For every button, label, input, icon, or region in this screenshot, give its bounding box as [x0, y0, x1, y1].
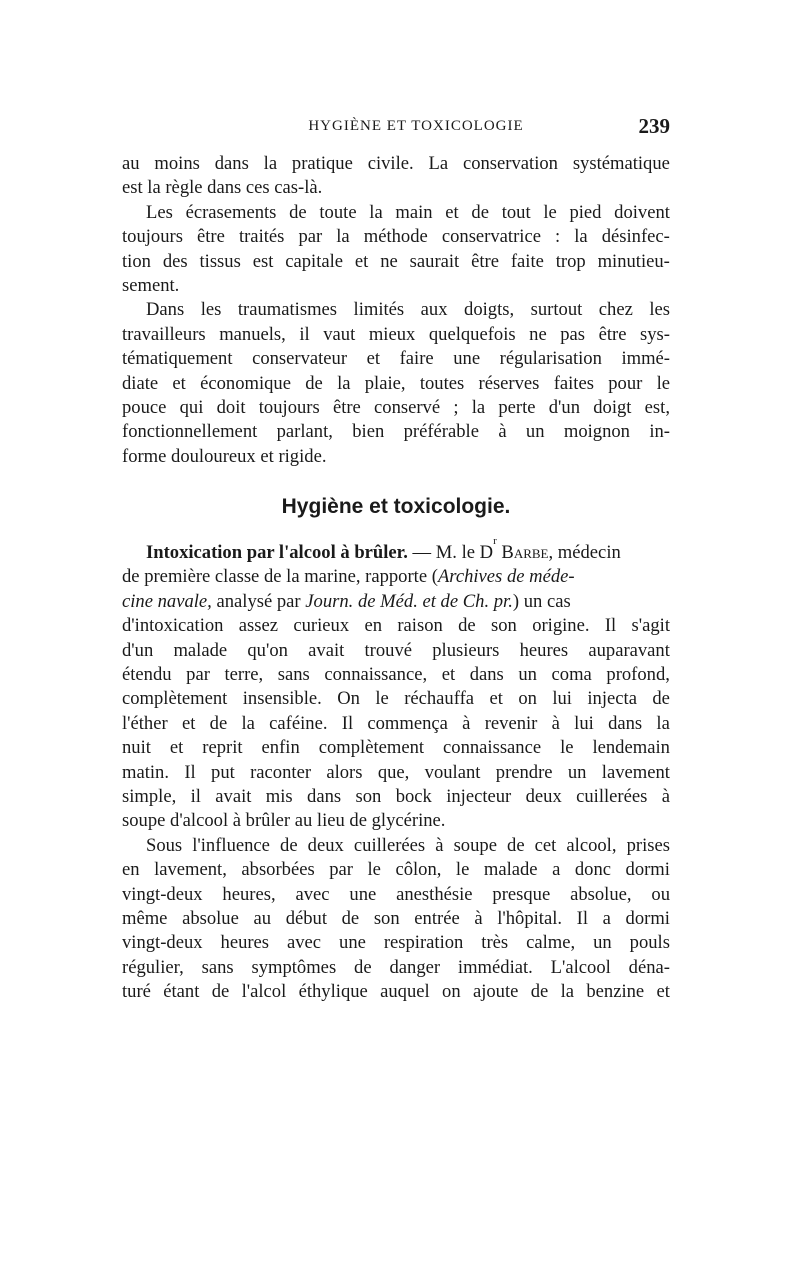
- word: de: [652, 688, 670, 710]
- word: avait: [215, 785, 252, 807]
- word: chez: [598, 299, 633, 321]
- word: être: [471, 250, 499, 272]
- word: la: [241, 712, 255, 734]
- word: dans: [469, 664, 504, 686]
- word: donc: [574, 859, 611, 881]
- word: moignon: [563, 421, 630, 443]
- word: vingt-deux: [122, 932, 203, 954]
- word: la: [656, 712, 670, 734]
- word: auparavant: [588, 639, 670, 661]
- word: de: [507, 834, 525, 856]
- word: alcool,: [566, 834, 617, 856]
- word: respiration: [383, 932, 464, 954]
- word: un: [525, 421, 545, 443]
- word: conservation: [462, 153, 558, 174]
- word: connaissance: [443, 737, 542, 759]
- word: caféine.: [269, 712, 328, 734]
- paragraph-3: [122, 298, 670, 469]
- word: immédiat.: [457, 956, 533, 978]
- word: doigt: [593, 396, 632, 418]
- word: la: [337, 372, 351, 394]
- word: complètement: [318, 737, 425, 759]
- word: à: [661, 785, 670, 807]
- word: matin.: [122, 761, 169, 783]
- word: deux: [525, 785, 562, 807]
- word: injecta: [587, 688, 637, 710]
- word: calme,: [526, 932, 576, 954]
- word: plusieurs: [432, 639, 500, 661]
- text-line: [122, 931, 670, 955]
- text-line: [122, 372, 670, 396]
- word: absolue: [182, 907, 239, 929]
- word: curieux: [293, 615, 350, 637]
- word: préférable: [403, 421, 479, 443]
- word: de: [341, 907, 360, 929]
- word: surtout: [530, 299, 583, 321]
- text-line: [122, 614, 670, 638]
- word: à: [462, 712, 471, 734]
- word: pied: [569, 201, 602, 223]
- word: malade: [483, 859, 538, 881]
- word: immé-: [621, 348, 670, 370]
- word: put: [211, 761, 235, 783]
- word: connaissance,: [324, 664, 428, 686]
- word: pour: [608, 372, 643, 394]
- word: conservatrice: [441, 226, 541, 248]
- word: réserves: [478, 372, 540, 394]
- word: heures: [220, 932, 270, 954]
- word: l'alcol: [241, 981, 287, 1003]
- word: pratique: [291, 153, 353, 174]
- word: étant: [163, 981, 200, 1003]
- word: on: [518, 688, 537, 710]
- word: manuels,: [219, 323, 286, 345]
- word: écrasements: [185, 201, 277, 223]
- word: et: [172, 372, 186, 394]
- word: même: [122, 907, 168, 929]
- text-line: [122, 639, 670, 663]
- word: mis: [265, 785, 293, 807]
- word: prises: [626, 834, 670, 856]
- word: tout: [501, 201, 531, 223]
- word: à: [435, 834, 444, 856]
- word: symptômes: [251, 956, 337, 978]
- word: absolue,: [570, 883, 632, 905]
- word: de: [289, 201, 307, 223]
- word: soupe: [453, 834, 497, 856]
- word: être: [332, 396, 361, 418]
- word: raconter: [250, 761, 312, 783]
- word: vingt-deux: [122, 883, 203, 905]
- text-line: [122, 858, 670, 882]
- word: avec: [295, 883, 330, 905]
- word: ne: [529, 323, 547, 345]
- paragraph-5: [122, 834, 670, 1005]
- word: économique: [200, 372, 291, 394]
- word: trop: [555, 250, 586, 272]
- word: le: [455, 859, 470, 881]
- word: dans: [608, 712, 643, 734]
- word: Sous: [146, 834, 183, 856]
- word: profond,: [606, 664, 670, 686]
- word: qu'on: [247, 639, 288, 661]
- word: ne: [380, 250, 398, 272]
- word: côlon,: [395, 859, 442, 881]
- word: toutes: [419, 372, 465, 394]
- word: son: [355, 785, 382, 807]
- word: complètement: [122, 688, 228, 710]
- word: capitale: [285, 250, 344, 272]
- word: une: [453, 348, 481, 370]
- word: plaie,: [364, 372, 406, 394]
- word: l'influence: [192, 834, 270, 856]
- word: l'éther: [122, 712, 168, 734]
- word: en: [122, 859, 140, 881]
- word: origine.: [532, 615, 590, 637]
- word: la: [263, 153, 278, 174]
- word: lavement,: [154, 859, 227, 881]
- text-line: [122, 956, 670, 980]
- word: presque: [492, 883, 551, 905]
- text-line: [122, 347, 670, 371]
- word: pas: [560, 323, 586, 345]
- word: :: [555, 226, 561, 248]
- word: bien: [352, 421, 385, 443]
- word: insensible.: [242, 688, 322, 710]
- text-line: soupe d'alcool à brûler au lieu de glycérine.: [122, 810, 446, 832]
- word: systématique: [572, 153, 670, 174]
- word: une: [349, 883, 377, 905]
- word: est,: [644, 396, 670, 418]
- word: tématiquement: [122, 348, 233, 370]
- word: est: [252, 250, 274, 272]
- word: reprit: [202, 737, 243, 759]
- word: au: [253, 907, 272, 929]
- word: parlant,: [276, 421, 333, 443]
- word: le: [543, 201, 557, 223]
- word: ;: [453, 396, 459, 418]
- word: revenir: [484, 712, 538, 734]
- word: cet: [534, 834, 557, 856]
- word: un: [593, 932, 612, 954]
- word: de: [471, 201, 489, 223]
- word: On: [337, 688, 360, 710]
- word: de: [280, 834, 298, 856]
- word: des: [162, 250, 188, 272]
- word: moins: [154, 153, 200, 174]
- author-name: Barbe: [496, 542, 549, 564]
- word: sys-: [640, 323, 670, 345]
- word: a: [602, 907, 611, 929]
- word: le: [375, 688, 389, 710]
- word: avec: [287, 932, 322, 954]
- text-line: [122, 201, 670, 225]
- text-line: [122, 323, 670, 347]
- word: être: [197, 226, 225, 248]
- word: par: [298, 226, 323, 248]
- word: lui: [552, 688, 572, 710]
- text-line: [122, 883, 670, 907]
- text-line: forme douloureux et rigide.: [122, 445, 327, 467]
- word: assez: [238, 615, 279, 637]
- word: a: [552, 859, 561, 881]
- word: aux: [420, 299, 448, 321]
- word: pouls: [629, 932, 670, 954]
- word: doivent: [614, 201, 670, 223]
- word: on: [442, 981, 461, 1003]
- word: Il: [341, 712, 354, 734]
- word: civile.: [367, 153, 414, 174]
- word: qui: [179, 396, 204, 418]
- word: les: [200, 299, 222, 321]
- text-line: [122, 980, 670, 1004]
- word: prendre: [495, 761, 553, 783]
- word: éthylique: [298, 981, 368, 1003]
- word: d'un: [122, 639, 154, 661]
- word: ou: [651, 883, 670, 905]
- text-line: Intoxication par l'alcool à brûler. — M. le D r Barbe , médecin: [122, 541, 670, 565]
- word: La: [428, 153, 449, 174]
- word: par: [186, 664, 210, 686]
- word: de: [458, 615, 476, 637]
- word: ajoute: [472, 981, 519, 1003]
- word: de: [354, 956, 372, 978]
- word: son: [491, 615, 517, 637]
- word: et: [445, 201, 459, 223]
- text-line: sement.: [122, 274, 180, 296]
- word: toujours: [122, 226, 183, 248]
- word: quelquefois: [428, 323, 516, 345]
- word: étendu: [122, 664, 172, 686]
- word: injecteur: [446, 785, 512, 807]
- word: coma: [551, 664, 592, 686]
- running-head: [122, 114, 670, 140]
- word: cuillerées: [353, 834, 426, 856]
- word: entrée: [414, 907, 460, 929]
- word: très: [481, 932, 509, 954]
- word: désinfec-: [601, 226, 670, 248]
- word: et: [181, 712, 196, 734]
- word: de: [209, 712, 228, 734]
- citation-title: cine navale,: [122, 590, 212, 612]
- word: régulier,: [122, 956, 184, 978]
- text-line: de première classe de la marine, rapporte ( Archives de méde-: [122, 565, 670, 589]
- word: et: [441, 664, 456, 686]
- word: toute: [319, 201, 357, 223]
- running-title: HYGIÈNE ET TOXICOLOGIE: [308, 118, 524, 134]
- word: fonctionnellement: [122, 421, 258, 443]
- word: dormi: [625, 859, 670, 881]
- word: enfin: [261, 737, 300, 759]
- word: commença: [367, 712, 448, 734]
- word: tissus: [199, 250, 241, 272]
- text-line: est la règle dans ces cas-là.: [122, 177, 323, 199]
- word: d'un: [548, 396, 580, 418]
- word: mieux: [368, 323, 416, 345]
- word: malade: [173, 639, 228, 661]
- word: sans: [277, 664, 310, 686]
- word: Dans: [146, 299, 185, 321]
- word: terre,: [224, 664, 264, 686]
- word: la: [560, 981, 575, 1003]
- word: nuit: [122, 737, 151, 759]
- word: de: [305, 372, 323, 394]
- word: de: [530, 981, 549, 1003]
- word: dans: [214, 153, 249, 174]
- word: main: [395, 201, 433, 223]
- word: traumatismes: [237, 299, 338, 321]
- word: une: [339, 932, 366, 954]
- word: doigts,: [464, 299, 515, 321]
- word: un: [567, 761, 587, 783]
- word: diate: [122, 372, 159, 394]
- word: saurait: [409, 250, 460, 272]
- word: l'hôpital.: [497, 907, 563, 929]
- word: sans: [201, 956, 234, 978]
- word: alors: [326, 761, 363, 783]
- word: méthode: [363, 226, 428, 248]
- word: à: [474, 907, 483, 929]
- paragraph-2: [122, 201, 670, 299]
- word: de: [211, 981, 230, 1003]
- word: la: [369, 201, 383, 223]
- word: s'agit: [631, 615, 670, 637]
- word: et: [656, 981, 670, 1003]
- paragraph-1: [122, 152, 670, 201]
- word: lui: [574, 712, 594, 734]
- word: simple,: [122, 785, 177, 807]
- word: anesthésie: [396, 883, 473, 905]
- citation-journal: Journ. de Méd. et de Ch. pr.: [305, 590, 513, 612]
- word: le: [656, 372, 670, 394]
- word: voulant: [424, 761, 481, 783]
- word: faite: [510, 250, 544, 272]
- word: et: [354, 250, 369, 272]
- text-line: [122, 907, 670, 931]
- word: son: [373, 907, 400, 929]
- word: à: [551, 712, 560, 734]
- word: limités: [353, 299, 405, 321]
- word: régularisation: [499, 348, 602, 370]
- word: minutieu-: [597, 250, 670, 272]
- word: lendemain: [592, 737, 670, 759]
- word: et: [169, 737, 184, 759]
- word: deux: [307, 834, 344, 856]
- text-line: cine navale, analysé par Journ. de Méd. et de Ch. pr. ) un cas: [122, 590, 670, 614]
- word: la: [336, 226, 350, 248]
- word: faites: [553, 372, 594, 394]
- word: raison: [397, 615, 443, 637]
- word: doit: [216, 396, 246, 418]
- word: avait: [308, 639, 345, 661]
- word: la: [471, 396, 486, 418]
- word: absorbées: [241, 859, 315, 881]
- word: trouvé: [364, 639, 413, 661]
- text-line: [122, 834, 670, 858]
- word: et: [489, 688, 503, 710]
- word: au: [122, 153, 140, 174]
- word: L'alcool: [550, 956, 611, 978]
- word: lavement: [601, 761, 670, 783]
- body-text: [122, 152, 670, 1005]
- text-line: [122, 712, 670, 736]
- paragraph-4: [122, 535, 670, 834]
- word: déna-: [628, 956, 670, 978]
- word: turé: [122, 981, 151, 1003]
- word: pouce: [122, 396, 167, 418]
- word: et: [366, 348, 381, 370]
- word: réchauffa: [404, 688, 475, 710]
- word: Il: [184, 761, 196, 783]
- text-line: [122, 298, 670, 322]
- word: être: [598, 323, 627, 345]
- word: dans: [307, 785, 342, 807]
- word: perte: [498, 396, 536, 418]
- section-title: Hygiène et toxicologie.: [281, 495, 511, 519]
- word: le: [367, 859, 381, 881]
- word: cuillerées: [576, 785, 648, 807]
- word: vaut: [323, 323, 356, 345]
- word: Il: [604, 615, 617, 637]
- word: in-: [649, 421, 670, 443]
- word: auquel: [380, 981, 430, 1003]
- text-line: [122, 225, 670, 249]
- word: conservateur: [252, 348, 348, 370]
- word: heures: [519, 639, 569, 661]
- word: à: [498, 421, 507, 443]
- word: les: [649, 299, 670, 321]
- page-number: 239: [638, 114, 670, 138]
- word: conservé: [374, 396, 441, 418]
- word: travailleurs: [122, 323, 206, 345]
- word: tion: [122, 250, 151, 272]
- word: il: [190, 785, 201, 807]
- word: début: [285, 907, 327, 929]
- word: que,: [377, 761, 410, 783]
- text-line: [122, 663, 670, 687]
- text-line: [122, 736, 670, 760]
- word: faire: [399, 348, 434, 370]
- text-line: [122, 687, 670, 711]
- word: le: [560, 737, 574, 759]
- word: heures,: [222, 883, 276, 905]
- word: toujours: [258, 396, 320, 418]
- word: dormi: [625, 907, 670, 929]
- article-heading: Intoxication par l'alcool à brûler.: [146, 542, 408, 564]
- word: benzine: [586, 981, 645, 1003]
- word: par: [329, 859, 353, 881]
- text-line: [122, 785, 670, 809]
- word: Les: [146, 201, 173, 223]
- text-line: [122, 761, 670, 785]
- word: d'intoxication: [122, 615, 224, 637]
- word: il: [299, 323, 310, 345]
- word: en: [364, 615, 383, 637]
- word: bock: [395, 785, 432, 807]
- text-line: [122, 420, 670, 444]
- citation-title: Archives de méde-: [437, 566, 575, 588]
- text-line: [122, 396, 670, 420]
- word: Il: [576, 907, 589, 929]
- word: un: [518, 664, 537, 686]
- word: la: [574, 226, 588, 248]
- text-line: [122, 250, 670, 274]
- text-line: [122, 152, 670, 176]
- word: danger: [389, 956, 441, 978]
- word: traités: [238, 226, 285, 248]
